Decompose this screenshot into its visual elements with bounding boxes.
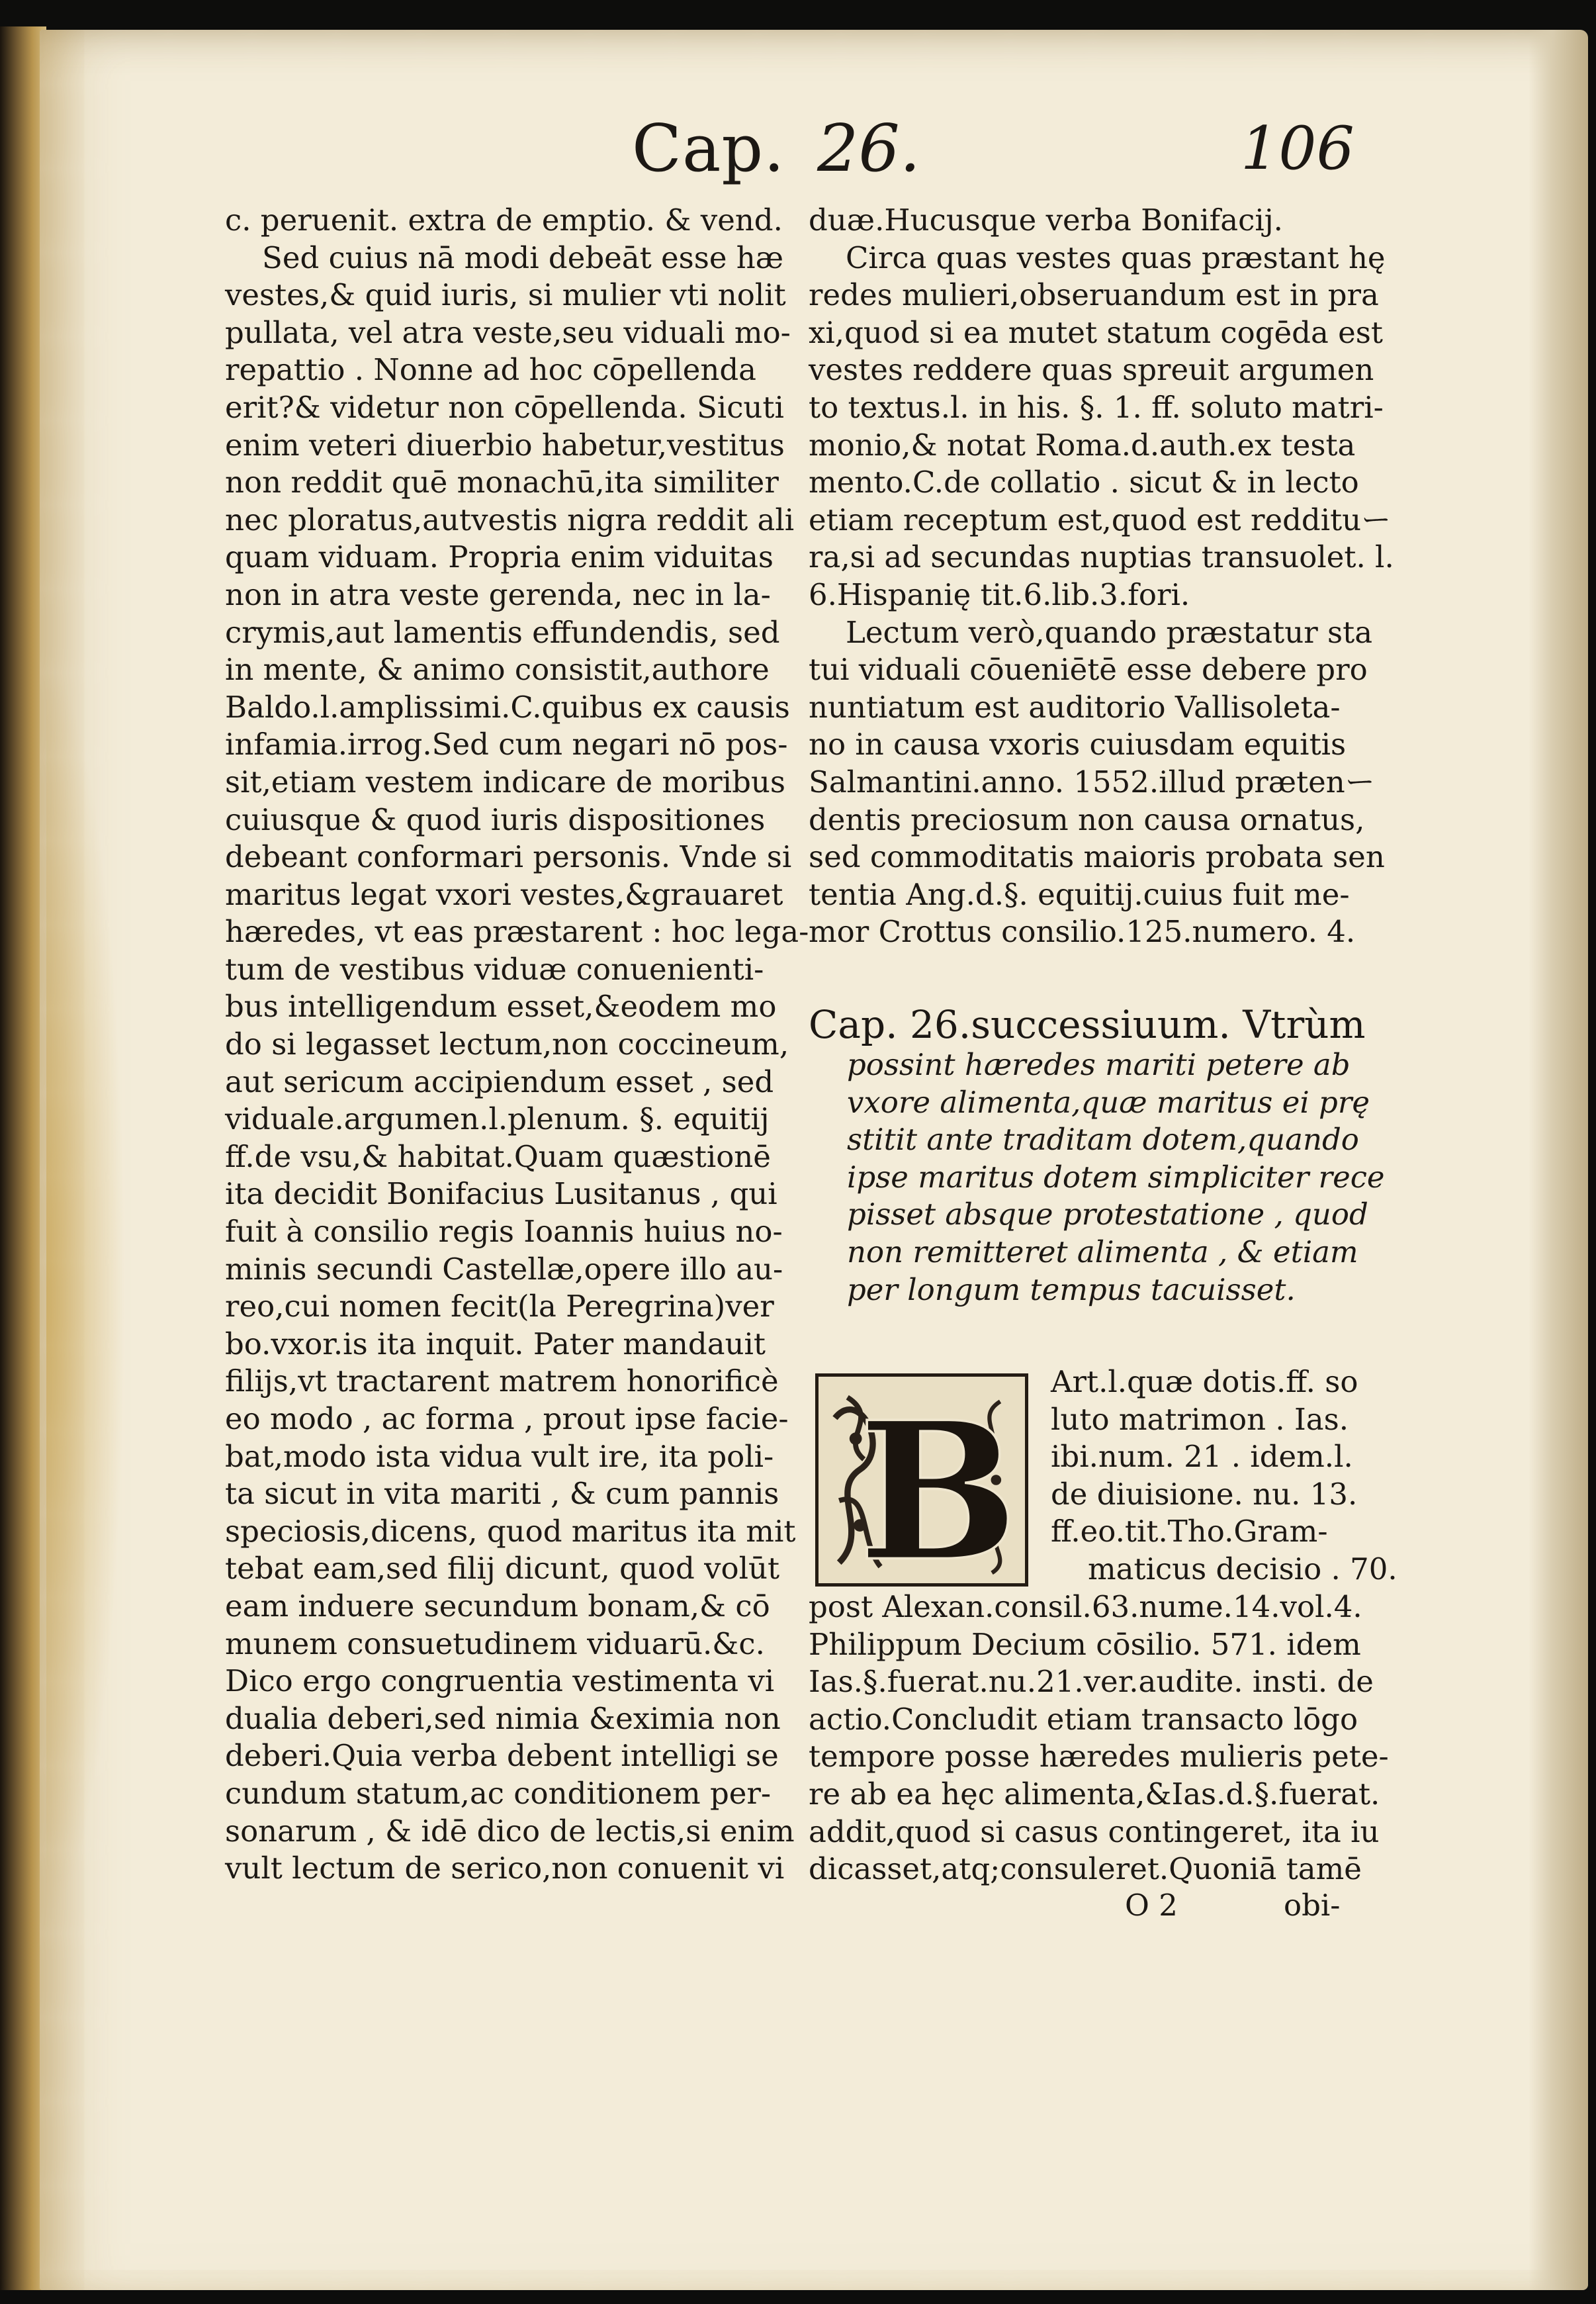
text-line: enim veteri diuerbio habetur,vestitus — [225, 427, 785, 463]
text-line: pullata, vel atra veste,seu viduali mo- — [225, 314, 791, 350]
text-below-initial — [809, 1589, 1389, 1888]
text-line: sit,etiam vestem indicare de moribus — [225, 764, 785, 800]
text-line: Dico ergo congruentia vestimenta vi — [225, 1663, 775, 1699]
age-stain — [46, 662, 126, 1919]
chapter-summary-line: vxore alimenta,quæ maritus ei prę — [847, 1084, 1370, 1120]
text-line: crymis,aut lamentis effundendis, sed — [225, 614, 780, 650]
chapter-summary-line: possint hæredes mariti petere ab — [847, 1047, 1351, 1082]
text-line: quam viduam. Propria enim viduitas — [225, 539, 774, 575]
text-line: Circa quas vestes quas præstant hę — [846, 240, 1386, 275]
text-line: fuit à consilio regis Ioannis huius no- — [225, 1214, 783, 1250]
text-line: do si legasset lectum,non coccineum, — [225, 1027, 789, 1062]
signature-mark: O 2 — [1125, 1888, 1178, 1923]
text-line: ff.de vsu,& habitat.Quam quæstionē — [225, 1138, 771, 1174]
text-line: dentis preciosum non causa ornatus, — [809, 802, 1365, 837]
text-line: aut sericum accipiendum esset , sed — [225, 1064, 774, 1099]
text-line: monio,& notat Roma.d.auth.ex testa — [809, 427, 1356, 463]
chapter-summary-line: per longum tempus tacuisset. — [847, 1271, 1296, 1307]
text-line: Lectum verò,quando præstatur sta — [846, 614, 1373, 650]
text-beside-initial — [1051, 1363, 1397, 1589]
catchword: obi- — [1284, 1888, 1341, 1923]
text-line: mento.C.de collatio . sicut & in lecto — [809, 465, 1359, 500]
folio-number: 106 — [1241, 114, 1354, 183]
text-line: Art.l.quæ dotis.ff. so — [1051, 1364, 1358, 1399]
text-line: maticus decisio . 70. — [1088, 1551, 1397, 1587]
text-line: dualia deberi,sed nimia &eximia non — [225, 1700, 781, 1736]
text-line: viduale.argumen.l.plenum. §. equitij — [225, 1101, 770, 1137]
text-line: luto matrimon . Ias. — [1051, 1401, 1349, 1437]
text-line: eam induere secundum bonam,& cō — [225, 1588, 770, 1624]
text-line: Baldo.l.amplissimi.C.quibus ex causis — [225, 689, 790, 725]
text-line: bo.vxor.is ita inquit. Pater mandauit — [225, 1326, 766, 1361]
chapter-summary-line: ipse maritus dotem simpliciter rece — [847, 1159, 1385, 1195]
text-line: infamia.irrog.Sed cum negari nō pos- — [225, 727, 788, 762]
text-line: bus intelligendum esset,&eodem mo — [225, 989, 777, 1025]
text-line: filijs,vt tractarent matrem honorificè — [225, 1363, 779, 1399]
text-line: re ab ea hęc alimenta,&Ias.d.§.fuerat. — [809, 1776, 1380, 1812]
text-line: non reddit quē monachū,ita similiter — [225, 465, 779, 500]
text-line: tui viduali cōueniētē esse debere pro — [809, 652, 1368, 688]
text-line: ibi.num. 21 . idem.l. — [1051, 1439, 1353, 1475]
running-head-chapter: 26. — [817, 111, 920, 187]
text-line: sed commoditatis maioris probata sen — [809, 839, 1385, 875]
text-line: repattio . Nonne ad hoc cōpellenda — [225, 352, 756, 388]
text-line: bat,modo ista vidua vult ire, ita poli- — [225, 1438, 774, 1474]
initial-letter: B — [858, 1379, 1019, 1604]
text-line: erit?& videtur non cōpellenda. Sicuti — [225, 389, 784, 425]
chapter-summary-line: stitit ante traditam dotem,quando — [847, 1122, 1359, 1158]
text-line: tebat eam,sed filij dicunt, quod volūt — [225, 1551, 780, 1587]
text-line: addit,quod si casus contingeret, ita iu — [809, 1814, 1380, 1849]
left-column — [225, 202, 809, 1888]
text-line: tentia Ang.d.§. equitij.cuius fuit me- — [809, 876, 1350, 912]
text-line: deberi.Quia verba debent intelligi se — [225, 1738, 779, 1774]
text-line: cuiusque & quod iuris dispositiones — [225, 802, 766, 837]
text-line: cundum statum,ac conditionem per- — [225, 1775, 772, 1811]
text-line: sonarum , & idē dico de lectis,si enim — [225, 1813, 795, 1849]
text-line: Philippum Decium cōsilio. 571. idem — [809, 1626, 1361, 1662]
chapter-heading — [809, 1002, 1385, 1309]
text-line: actio.Concludit etiam transacto lōgo — [809, 1701, 1358, 1737]
text-line: post Alexan.consil.63.nume.14.vol.4. — [809, 1589, 1362, 1624]
text-line: Salmantini.anno. 1552.illud prætenー — [809, 764, 1375, 800]
decorated-initial — [815, 1373, 1028, 1604]
text-line: no in causa vxoris cuiusdam equitis — [809, 727, 1347, 762]
text-line: redes mulieri,obseruandum est in pra — [809, 277, 1379, 313]
running-head-cap: Cap. — [632, 111, 785, 187]
text-line: de diuisione. nu. 13. — [1051, 1476, 1358, 1512]
text-line: munem consuetudinem viduarū.&c. — [225, 1626, 765, 1661]
chapter-summary-line: non remitteret alimenta , & etiam — [847, 1234, 1358, 1269]
text-line: vestes,& quid iuris, si mulier vti nolit — [225, 277, 786, 313]
text-line: Ias.§.fuerat.nu.21.ver.audite. insti. de — [809, 1664, 1374, 1700]
text-line: debeant conformari personis. Vnde si — [225, 839, 792, 875]
text-line: ff.eo.tit.Tho.Gram- — [1051, 1514, 1328, 1549]
text-line: ra,si ad secundas nuptias transuolet. l. — [809, 539, 1394, 575]
text-line: eo modo , ac forma , prout ipse facie- — [225, 1401, 789, 1436]
text-line: speciosis,dicens, quod maritus ita mit — [225, 1513, 796, 1549]
text-line: nuntiatum est auditorio Vallisoleta- — [809, 689, 1341, 725]
text-line: c. peruenit. extra de emptio. & vend. — [225, 203, 783, 238]
text-line: vult lectum de serico,non conuenit vi — [225, 1851, 785, 1886]
page-edge — [1529, 30, 1588, 2290]
text-line: tum de vestibus viduæ conuenienti- — [225, 951, 764, 987]
text-line: dicasset,atq;consuleret.Quoniā tamē — [809, 1851, 1362, 1887]
text-line: to textus.l. in his. §. 1. ff. soluto matri- — [809, 389, 1384, 425]
text-line: duæ.Hucusque verba Bonifacij. — [809, 203, 1283, 238]
text-line: nec ploratus,autvestis nigra reddit ali — [225, 502, 795, 537]
text-line: etiam receptum est,quod est reddituー — [809, 502, 1392, 537]
running-head — [632, 111, 1354, 192]
text-line: Sed cuius nā modi debeāt esse hæ — [262, 240, 784, 275]
text-line: reo,cui nomen fecit(la Peregrina)ver — [225, 1289, 774, 1324]
text-line: in mente, & animo consistit,authore — [225, 652, 770, 688]
text-line: vestes reddere quas spreuit argumen — [809, 352, 1374, 388]
text-line: maritus legat vxori vestes,&grauaret — [225, 876, 783, 912]
chapter-title: Cap. 26.successiuum. Vtrùm — [809, 1002, 1366, 1047]
text-line: ta sicut in vita mariti , & cum pannis — [225, 1476, 779, 1512]
text-line: 6.Hispanię tit.6.lib.3.fori. — [809, 576, 1190, 612]
ornament-icon — [819, 1377, 1025, 1604]
text-line: tempore posse hæredes mulieris pete- — [809, 1739, 1389, 1774]
text-line: hæredes, vt eas præstarent : hoc lega- — [225, 914, 809, 950]
text-line: mor Crottus consilio.125.numero. 4. — [809, 914, 1356, 950]
text-line: xi,quod si ea mutet statum cogēda est — [809, 314, 1383, 350]
text-line: minis secundi Castellæ,opere illo au- — [225, 1251, 783, 1287]
text-line: non in atra veste gerenda, nec in la- — [225, 576, 771, 612]
chapter-summary-line: pisset absque protestatione , quod — [847, 1197, 1368, 1232]
text-line: ita decidit Bonifacius Lusitanus , qui — [225, 1176, 777, 1212]
right-column — [809, 202, 1394, 951]
